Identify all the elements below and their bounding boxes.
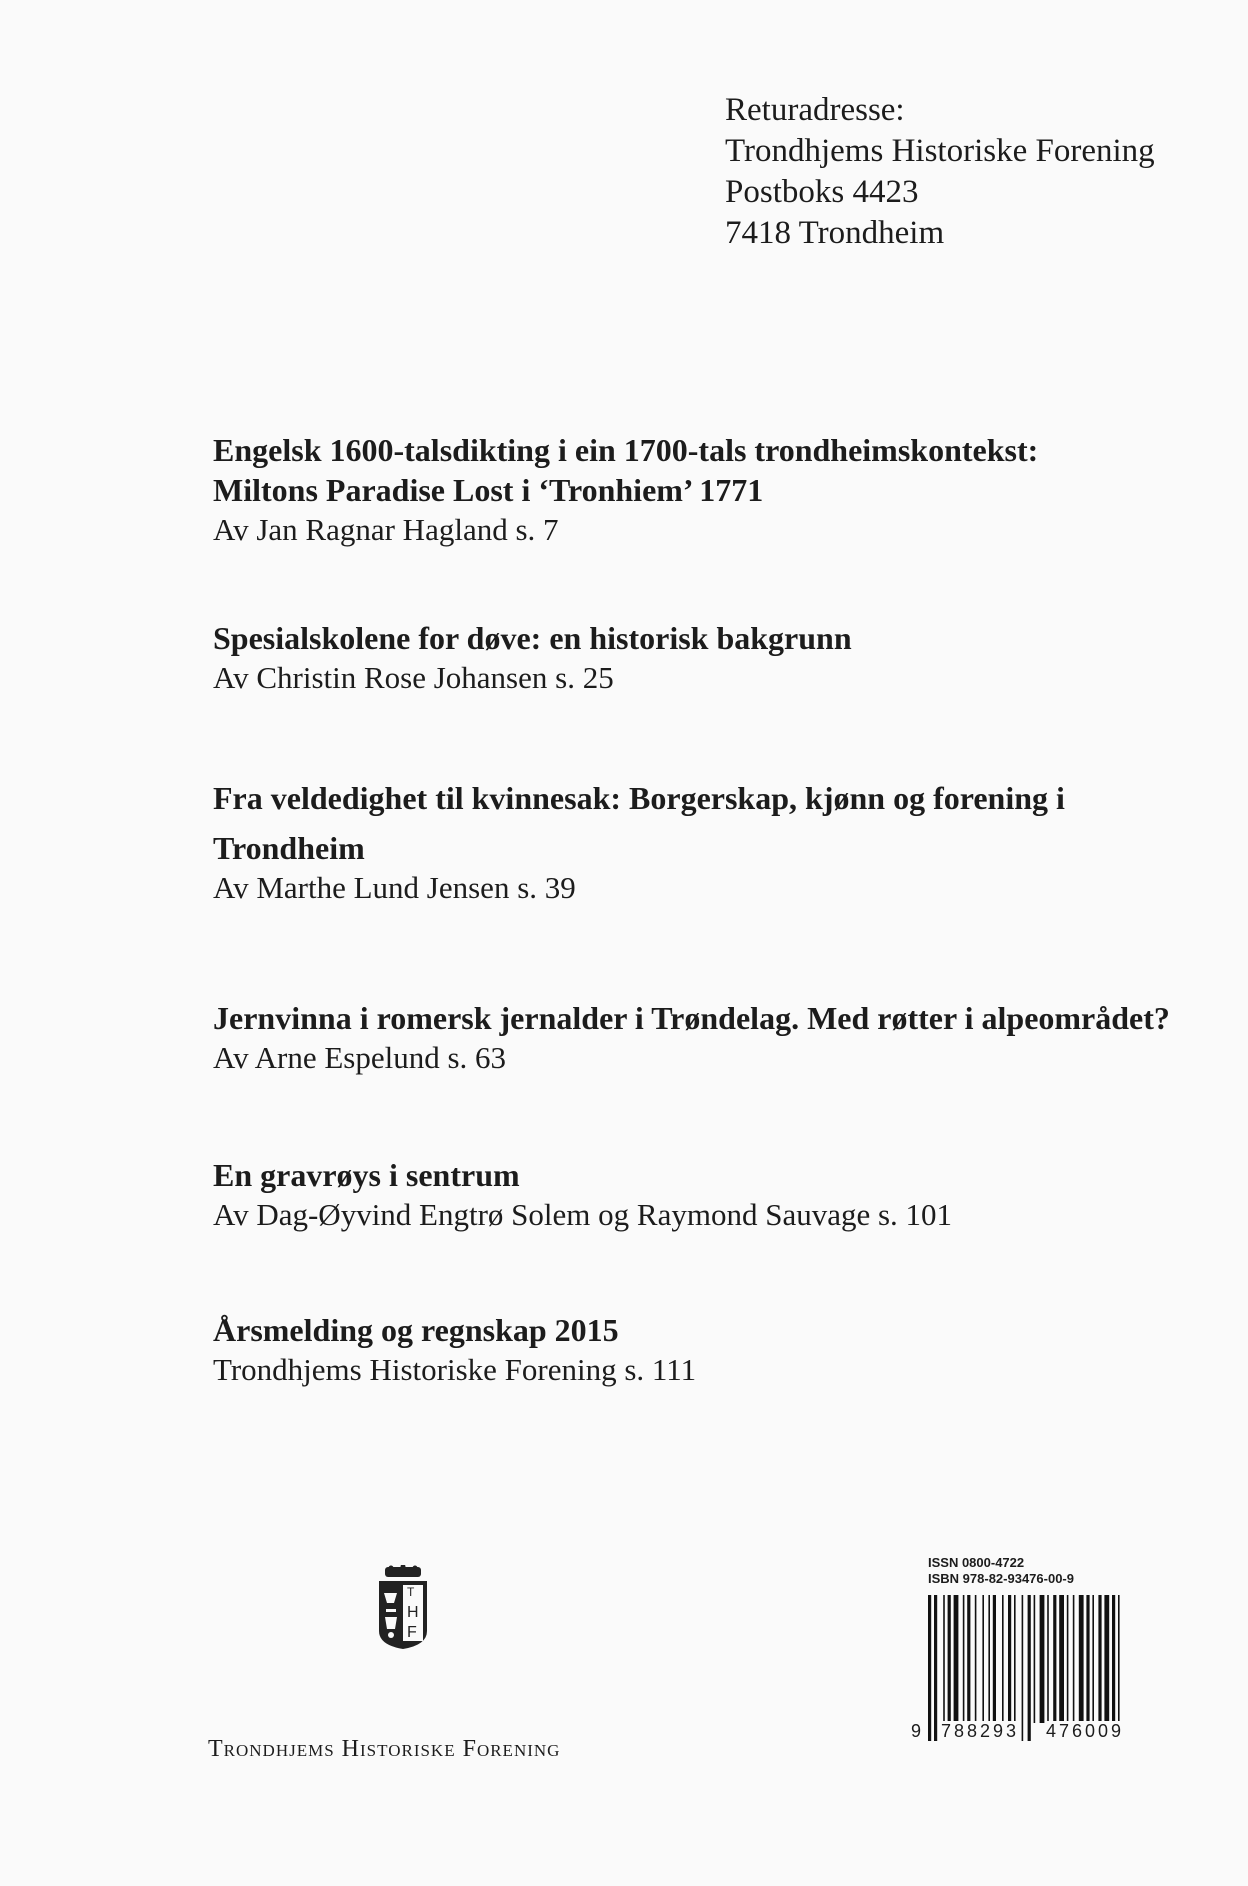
return-address-line2: Postboks 4423 [725, 174, 919, 210]
article-title: Trondheim [213, 830, 365, 866]
publisher-name: Trondhjems Historiske Forening [208, 1736, 561, 1762]
article-title: Fra veldedighet til kvinnesak: Borgerskap, kjønn og forening i [213, 780, 1065, 816]
barcode-bar [1053, 1595, 1056, 1723]
article-title: Engelsk 1600-talsdikting i ein 1700-tals trondheimskontekst: [213, 432, 1039, 468]
barcode-bar [943, 1595, 945, 1723]
article-byline: Av Dag-Øyvind Engtrø Solem og Raymond Sauvage s. 101 [213, 1197, 953, 1232]
barcode-bar [1112, 1595, 1115, 1723]
thf-crest-icon [373, 1565, 433, 1650]
article-entry [213, 778, 1173, 908]
barcode-bar [982, 1595, 984, 1723]
crest-letter-h: H [407, 1604, 419, 1621]
article-title: Spesialskolene for døve: en historisk bakgrunn [213, 620, 852, 656]
barcode-bar [1059, 1595, 1064, 1723]
article-entry [213, 998, 1173, 1078]
barcode-bar [1008, 1595, 1011, 1723]
barcode-bar [1047, 1595, 1049, 1723]
barcode-bar [1014, 1595, 1016, 1723]
article-title: Jernvinna i romersk jernalder i Trøndelag. Med røtter i alpeområdet? [213, 1000, 1170, 1036]
barcode-bar [1073, 1595, 1075, 1723]
barcode-bar [1104, 1595, 1109, 1723]
return-address-line1: Trondhjems Historiske Forening [725, 133, 1155, 169]
barcode-bar [1002, 1595, 1004, 1723]
return-address-line3: 7418 Trondheim [725, 215, 945, 251]
article-byline: Av Arne Espelund s. 63 [213, 1040, 507, 1075]
barcode-bar [993, 1595, 996, 1723]
crest-letter-f: F [407, 1624, 417, 1641]
article-entry [213, 430, 1173, 550]
crest-letter-t: T [407, 1585, 415, 1599]
barcode-digits-left: 788293 [941, 1721, 1020, 1741]
article-byline: Trondhjems Historiske Forening s. 111 [213, 1352, 697, 1387]
barcode-bar [1118, 1595, 1120, 1741]
return-address [725, 90, 1155, 254]
return-address-label: Returadresse: [725, 92, 905, 128]
barcode-digit-first: 9 [911, 1721, 922, 1741]
article-byline: Av Marthe Lund Jensen s. 39 [213, 870, 576, 905]
barcode-bar [975, 1595, 977, 1723]
barcode-digits-right: 476009 [1046, 1721, 1125, 1741]
barcode-bar [963, 1595, 965, 1723]
article-byline: Av Jan Ragnar Hagland s. 7 [213, 512, 559, 547]
barcode-bar [928, 1595, 931, 1741]
barcode-bar [1022, 1595, 1024, 1741]
isbn-number: ISBN 978-82-93476-00-9 [928, 1571, 1074, 1586]
barcode [910, 1591, 1150, 1749]
article-entry [213, 1310, 1173, 1390]
barcode-bars [910, 1591, 1150, 1741]
article-byline: Av Christin Rose Johansen s. 25 [213, 660, 614, 695]
barcode-bar [1028, 1595, 1031, 1741]
article-title: Årsmelding og regnskap 2015 [213, 1312, 619, 1348]
barcode-bar [1092, 1595, 1094, 1723]
issn-number: ISSN 0800-4722 [928, 1555, 1025, 1570]
article-title: En gravrøys i sentrum [213, 1157, 520, 1193]
article-entry [213, 618, 1173, 698]
barcode-digits [910, 1721, 1150, 1745]
barcode-bar [934, 1595, 937, 1741]
barcode-bar [1079, 1595, 1084, 1723]
barcode-bar [1034, 1595, 1036, 1723]
barcode-bar [1040, 1595, 1045, 1723]
article-entry [213, 1155, 1173, 1235]
barcode-bar [967, 1595, 970, 1723]
barcode-bar [948, 1595, 951, 1723]
barcode-bar [1067, 1595, 1069, 1723]
article-title: Miltons Paradise Lost i ‘Tronhiem’ 1771 [213, 472, 764, 508]
barcode-bar [954, 1595, 959, 1723]
barcode-bar [1098, 1595, 1101, 1723]
isbn-block [910, 1555, 1150, 1749]
barcode-bar [1086, 1595, 1089, 1723]
barcode-bar [988, 1595, 990, 1723]
